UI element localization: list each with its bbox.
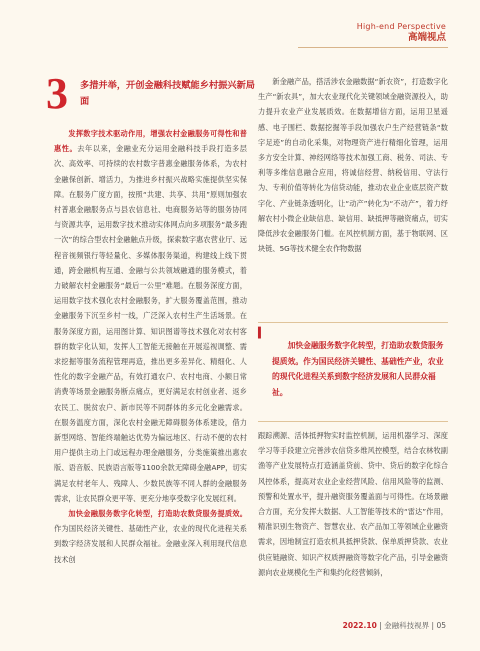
right-paragraph-2: 跟踪溯源、活体抵押物实时监控机制，运用机器学习、深度学习等手段建立完善涉农信贷多维风控模型，结合农林牧副渔等产业发展特点打造涵盖贷前、贷中、贷后的数字化综合风控体系，提高对农业企业经营风险、信用风险等的监测、预警和处置水平，提升融资服务覆盖面与可得性。在场景融合方面，充分发挥大数据、人工智能等技术的“雷达”作用，精准识别生物资产、智慧农业、农产品加工等领域企业融资需求，因地制宜打造农机具抵押贷款、保单质押贷款、农业供应链融资、知识产权质押融资等数字化产品，引导金融资源向农业规模化生产和集约化经营倾斜， [258, 431, 448, 577]
paragraph-2 [54, 506, 247, 567]
footer-issue: 2022.10 [342, 621, 377, 630]
header-chinese-title: 高端视点 [407, 32, 446, 43]
footer-separator: | [379, 621, 385, 630]
footer-page-number: 05 [436, 621, 446, 630]
section-title: 多措并举，开创金融科技赋能乡村振兴新局面 [80, 80, 255, 107]
header-english-title: High-end Perspective [356, 22, 446, 31]
paragraph-1-body: 去年以来，金融业充分运用金融科技手段打造多层次、高效率、可持续的农村数字普惠金融服务体系，为农村金融保创新、增活力，为推进乡村振兴战略实施提供坚实保障。在服务广度方面，按照“共建、共享、共用”原则加强农村普惠金融服务点与县农信息社、电商服务站等的服务协同与资源共享，运用数字技术推动实体网点向多项服务“最多跑一次”的综合型农村金融触点升级，探索数字惠农营业厅、远程音视频银行等轻量化、多媒体服务渠道，构建线上线下贯通，跨金融机构互通、金融与公共领域融通的服务模式，着力破解农村金融服务“最后一公里”难题。在服务深度方面，运用数字技术强化农村金融服务，扩大服务覆盖范围，推动金融服务下沉至乡村一线，广泛深入农村生产生活场景。在服务深度方面，运用图计算、知识图谱等技术强化对农村客群的数字化认知，发挥人工智能无接触在开展巡视调整、需求挖掘等服务流程管理再造，推出更多差异化、精细化、人性化的数字金融产品，有效打通农户、农村电商、小额日常消费等场景金融服务断点痛点，更好满足农村创业者、返乡农民工、脱贫农户、新市民等不同群体的多元化金融需求。在服务温度方面，深化农村金融无障碍服务体系建设，借力新型网络、智能终端触达优势为偏远地区、行动不便的农村用户提供主动上门或远程办理金融服务，分类施策推出惠农版、语音版、民族语言版等1100余款无障碍金融APP，切实满足农村老年人、残障人、少数民族等不同人群的金融服务需求，让农民群众更平等、更充分地享受数字化发展红利。 [54, 144, 247, 503]
paragraph-1-lead: 发挥数字技术驱动作用，增强农村金融服务可得性和普惠性。 [54, 129, 247, 154]
right-paragraph-1: 新金融产品，搭活涉农金融数据“新农资”，打造数字化生产“新农具”，加大农业现代化关键领域金融资源投入，助力提升农业产业发展质效。在数据增信方面，运用卫星遥感、电子围栏、数据挖掘等手段加强农户生产经营链条“数字足迹”的自动化采集，对物理资产进行精细化管理，运用多方安全计算、神经网络等技术加强工商、税务、司法、专利等多维信息融合应用，将诚信经营、纳税信用、守法行为、专利价值等转化为信贷动能，推动农业企业底层资产数字化、产业链条透明化，让“动产”转化为“不动产”，着力纾解农村小微企业缺信息、缺信用、缺抵押等融资痛点，切实降低涉农金融服务门槛。在风控机制方面，基于物联网、区块链、5G等技术健全农作物数据 [258, 77, 448, 254]
pull-quote-text: 加快金融服务数字化转型，打造助农数贷服务提质效。作为国民经济关键性、基础性产业，农业的现代化进程关系到数字经济发展和人民群众福祉。 [272, 341, 444, 397]
paragraph-2-body: 作为国民经济关键性、基础性产业，农业的现代化进程关系到数字经济发展和人民群众福祉。金融业深入利用现代信息技术创 [54, 524, 247, 564]
page-footer [343, 620, 446, 631]
header-rule [298, 47, 448, 48]
page-header [357, 23, 446, 43]
pull-quote [258, 322, 448, 422]
section-number: 3 [46, 69, 68, 118]
paragraph-1 [54, 126, 247, 506]
right-column-bottom [258, 428, 448, 580]
quote-mark-icon: ▍ [258, 328, 266, 339]
paragraph-2-lead: 加快金融服务数字化转型，打造助农数贷服务提质效。 [68, 509, 247, 519]
footer-magazine: 金融科技视界 [384, 621, 430, 630]
section-heading [46, 69, 255, 118]
right-column-top [258, 74, 448, 256]
left-column [46, 69, 255, 567]
footer-separator-2: | [431, 621, 437, 630]
